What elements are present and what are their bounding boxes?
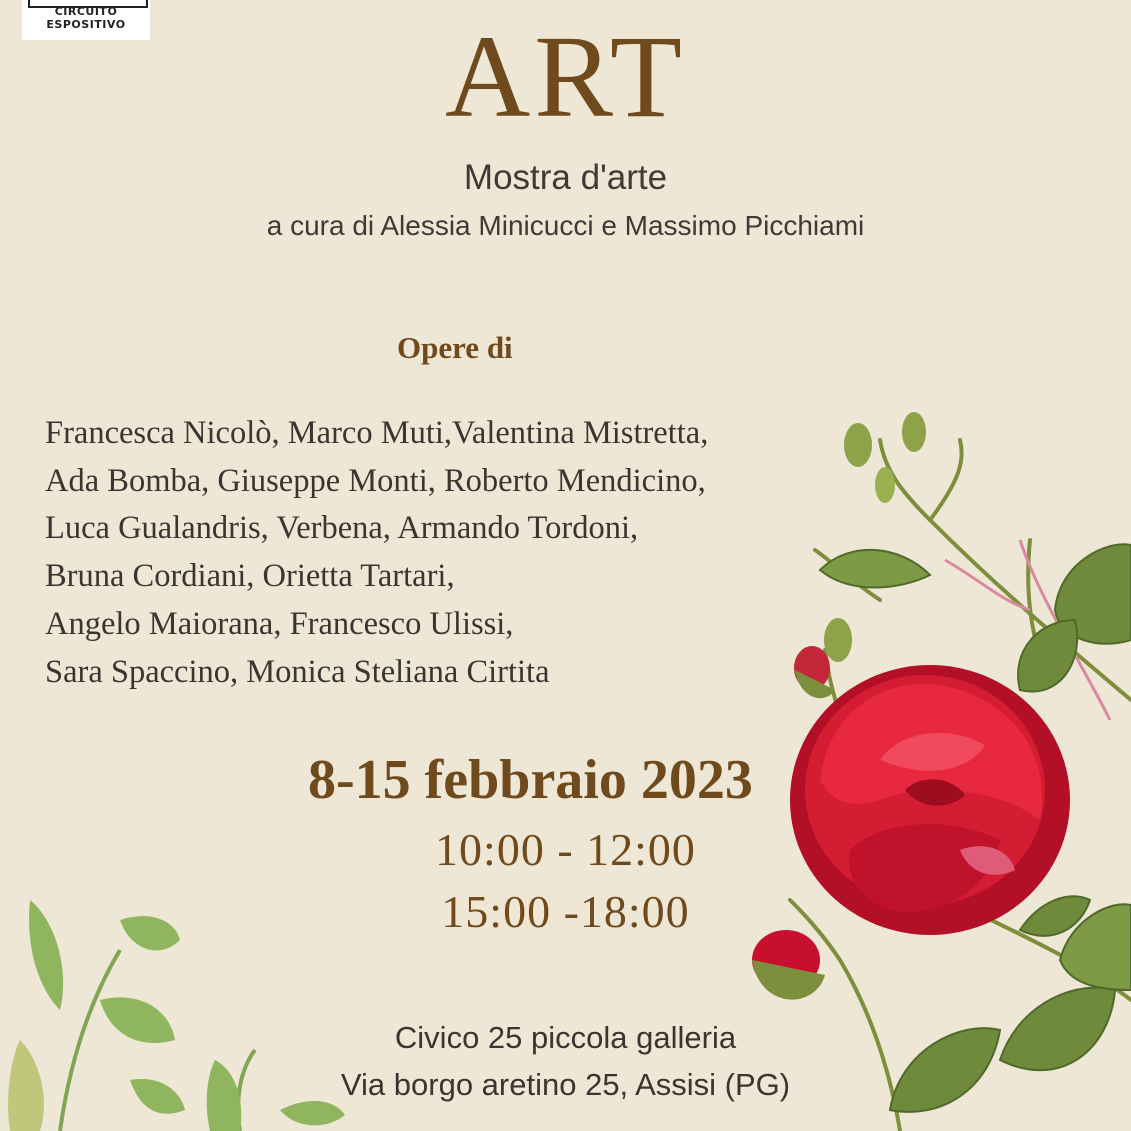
works-heading: Opere di: [397, 330, 513, 365]
logo-line-espositivo: ESPOSITIVO: [46, 18, 126, 31]
exhibition-title: ART: [445, 11, 686, 142]
logo-line-circuito: CIRCUITO: [54, 5, 118, 18]
venue-name: Civico 25 piccola galleria: [394, 1020, 737, 1055]
artists-line: Sara Spaccino, Monica Steliana Cirtita: [45, 653, 550, 690]
exhibition-subtitle: Mostra d'arte: [463, 158, 668, 197]
exhibition-dates: 8-15 febbraio 2023: [308, 749, 753, 811]
artists-line: Angelo Maiorana, Francesco Ulissi,: [45, 605, 514, 642]
artists-line: Francesca Nicolò, Marco Muti,Valentina Mistretta,: [45, 415, 709, 451]
opening-hours-afternoon: 15:00 -18:00: [441, 886, 690, 937]
artists-line: Luca Gualandris, Verbena, Armando Tordoni,: [45, 510, 639, 547]
artists-line: Ada Bomba, Giuseppe Monti, Roberto Mendicino,: [45, 462, 706, 499]
curators-line: a cura di Alessia Minicucci e Massimo Picchiami: [266, 210, 865, 241]
opening-hours-morning: 10:00 - 12:00: [435, 824, 696, 875]
venue-address: Via borgo aretino 25, Assisi (PG): [340, 1067, 791, 1102]
artists-line: Bruna Cordiani, Orietta Tartari,: [45, 558, 455, 595]
